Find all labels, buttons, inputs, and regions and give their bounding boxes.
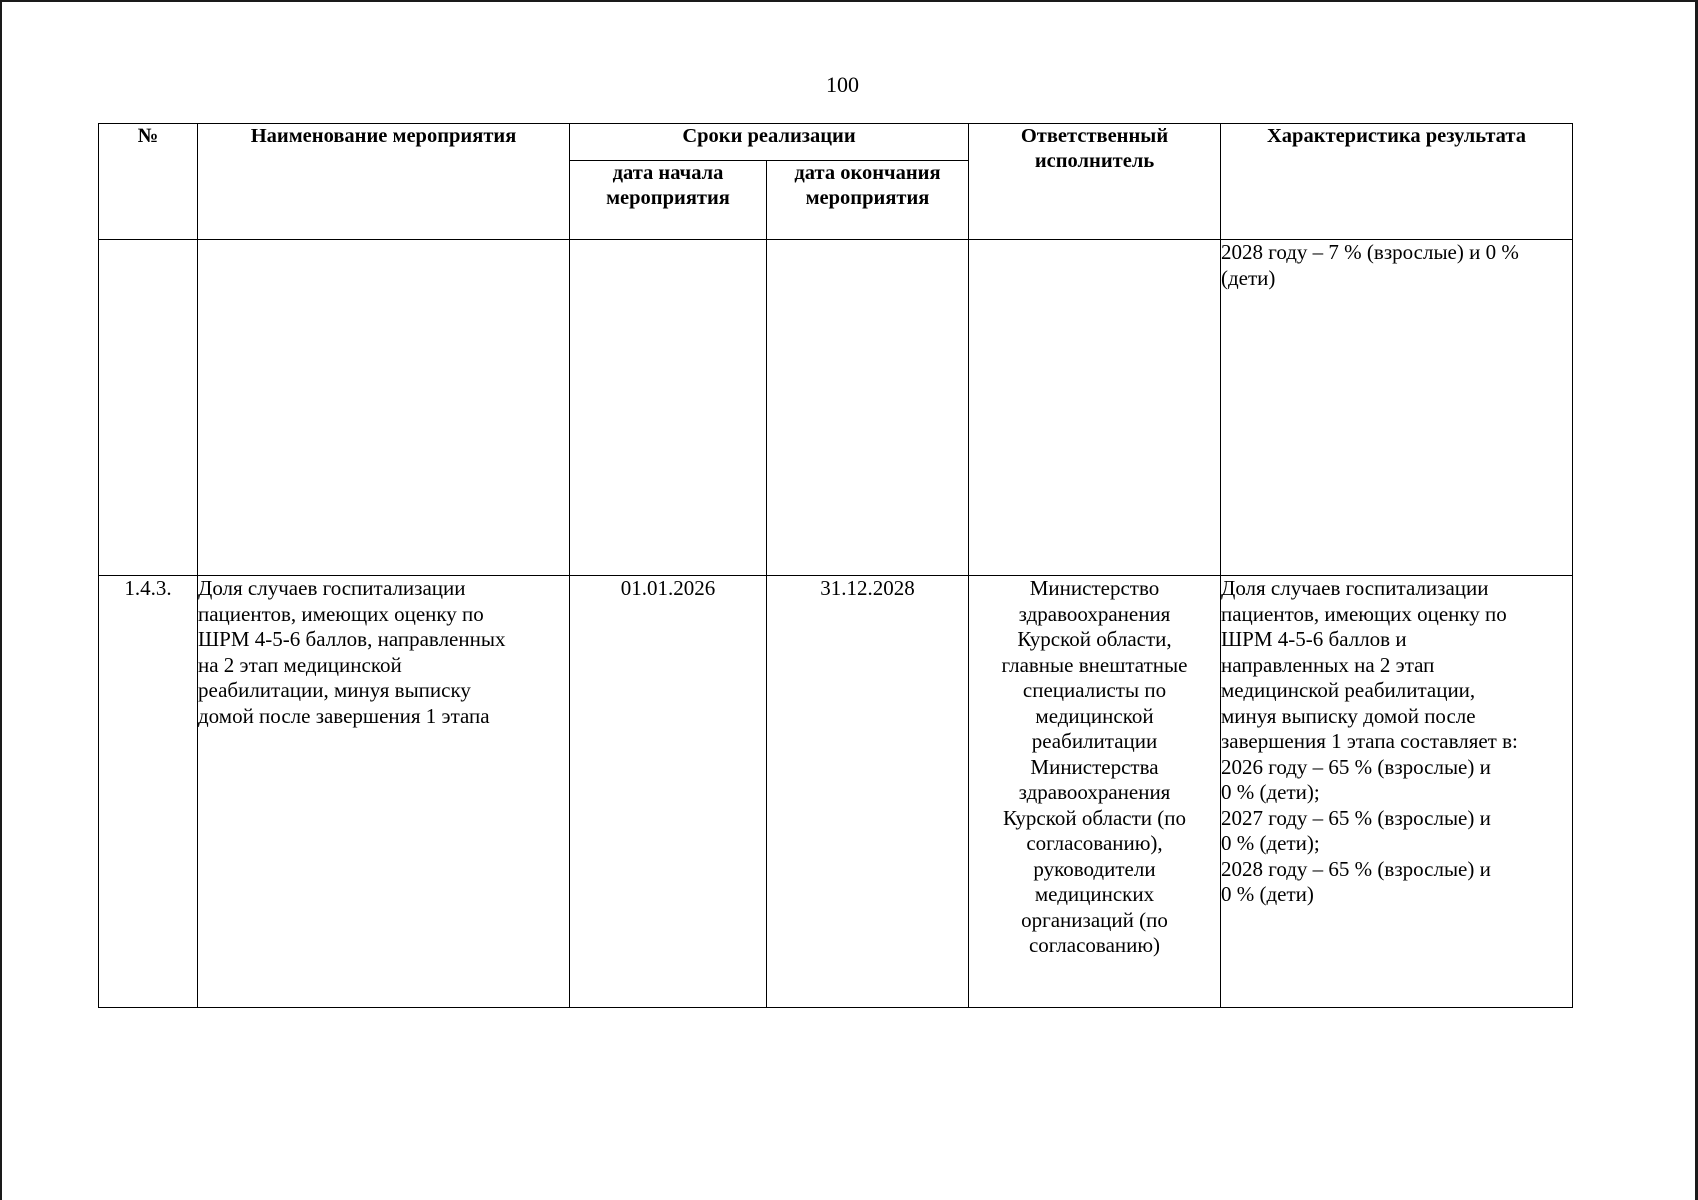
header-start-line: мероприятия [606,187,730,209]
cell-responsible [969,240,1221,576]
responsible-line: реабилитации [1031,729,1158,753]
result-line: Доля случаев госпитализации [1221,576,1489,600]
cell-end-date [767,240,969,576]
responsible-line: главные внештатные [1001,652,1188,677]
result-line: 0 % (дети); [1221,780,1320,804]
cell-end-date: 31.12.2028 [767,576,969,1008]
header-result: Характеристика результата [1221,124,1573,240]
activity-name-line: Доля случаев госпитализации [198,576,466,600]
header-responsible [969,124,1221,240]
cell-number: 1.4.3. [99,576,198,1008]
result-line: завершения 1 этапа составляет в: [1221,729,1518,753]
result-line: 2026 году – 65 % (взрослые) и [1221,754,1491,779]
result-line: ШРМ 4-5-6 баллов и [1221,627,1407,651]
responsible-line: медицинской [1035,703,1154,728]
responsible-line: здравоохранения [1018,780,1171,804]
result-line: 0 % (дети); [1221,831,1320,855]
header-end-date [767,161,969,240]
responsible-line: организаций (по [1021,907,1168,932]
header-number: № [99,124,198,240]
cell-activity-name [198,240,570,576]
header-responsible-line: исполнитель [1034,150,1155,172]
cell-result [1221,240,1573,576]
header-end-line: дата окончания [794,162,941,184]
header-start-date [570,161,767,240]
header-responsible-line: Ответственный [1020,125,1169,147]
result-line: медицинской реабилитации, [1221,678,1476,702]
scan-edge-top [0,0,1698,2]
table-row [99,576,1573,1008]
cell-start-date: 01.01.2026 [570,576,767,1008]
result-line: 2027 году – 65 % (взрослые) и [1221,805,1491,830]
activity-name-line: домой после завершения 1 этапа [198,703,490,728]
result-line: 2028 году – 65 % (взрослые) и [1221,856,1491,881]
header-start-line: дата начала [612,162,724,184]
result-line: минуя выписку домой после [1221,703,1476,728]
cell-number [99,240,198,576]
responsible-line: Курской области, [1017,627,1172,651]
scan-edge-left [0,0,2,1200]
responsible-line: согласованию) [1028,933,1161,957]
table-header-row [99,124,1573,161]
activity-name-line: ШРМ 4-5-6 баллов, направленных [198,627,506,651]
cell-responsible [969,576,1221,1008]
responsible-line: здравоохранения [1018,601,1171,626]
result-line: направленных на 2 этап [1221,652,1435,677]
cell-result [1221,576,1573,1008]
responsible-line: согласованию), [1026,831,1163,855]
responsible-line: Министерства [1030,754,1159,779]
responsible-line: специалисты по [1022,678,1167,702]
activity-name-line: на 2 этап медицинской [198,652,402,677]
cell-activity-name [198,576,570,1008]
responsible-line: медицинских [1034,882,1155,906]
header-activity-name: Наименование мероприятия [198,124,570,240]
cell-start-date [570,240,767,576]
page-number: 100 [826,72,859,97]
header-terms: Сроки реализации [570,124,969,161]
activity-name-line: реабилитации, минуя выписку [198,678,471,702]
result-line: 0 % (дети) [1221,882,1314,906]
result-line: 2028 году – 7 % (взрослые) и 0 % [1221,240,1519,264]
activities-table [98,123,1573,1008]
responsible-line: Курской области (по [1002,805,1187,830]
activity-name-line: пациентов, имеющих оценку по [198,601,484,626]
result-line: пациентов, имеющих оценку по [1221,601,1507,626]
responsible-line: Министерство [1029,576,1160,600]
responsible-line: руководители [1033,856,1156,881]
table-row [99,240,1573,576]
header-end-line: мероприятия [805,187,930,209]
result-line: (дети) [1221,265,1276,290]
